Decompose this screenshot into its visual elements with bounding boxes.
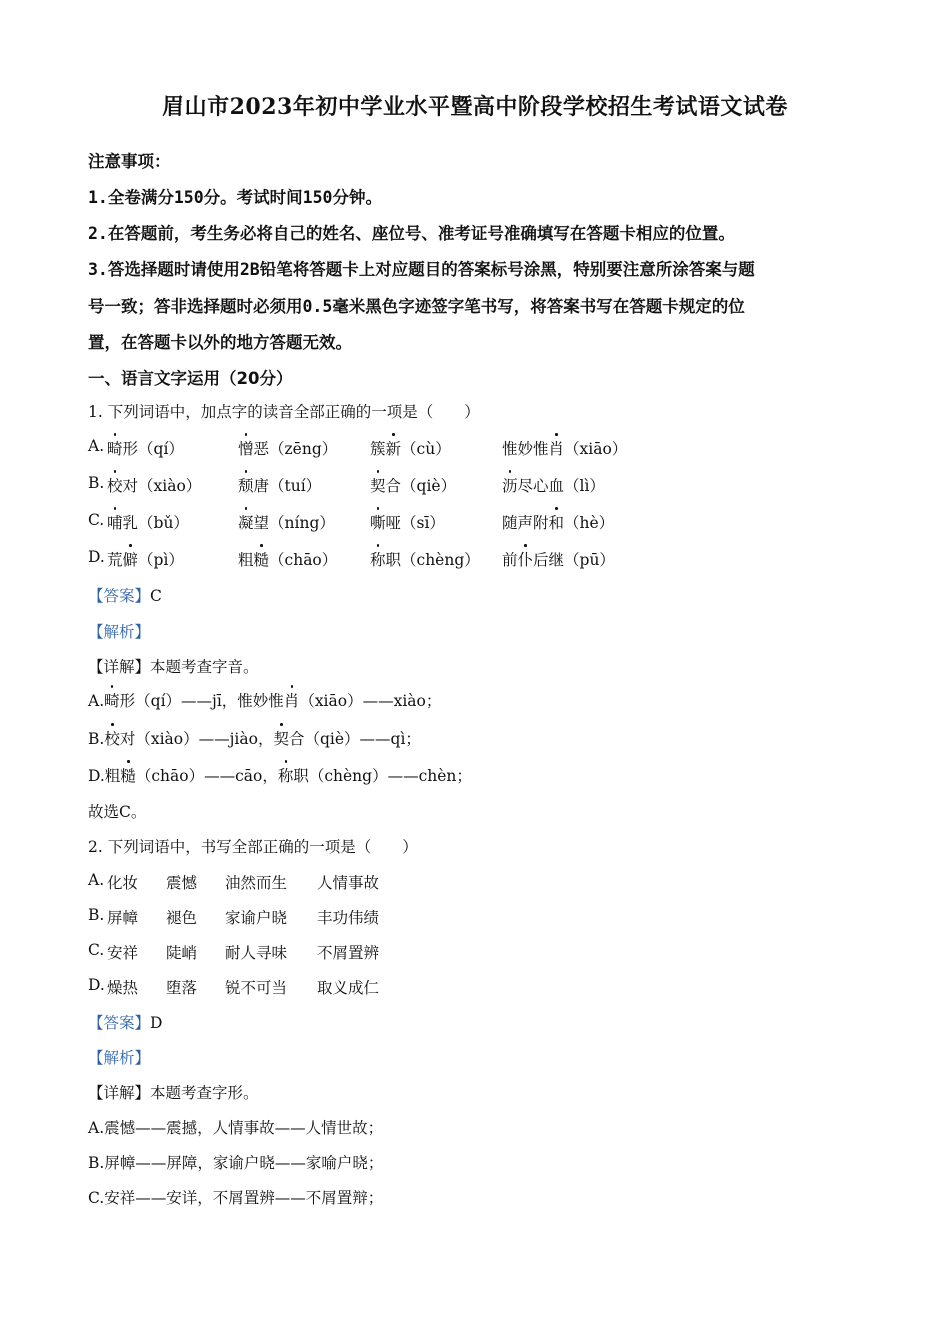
option-letter: C. — [88, 511, 105, 529]
section-heading: 一、语言文字运用（20分） — [88, 369, 293, 388]
option-word: 契合（qiè） — [370, 474, 456, 496]
option-word: 人情事故 — [317, 874, 380, 892]
option-word: 陡峭 — [166, 944, 198, 962]
question-1-answer — [88, 584, 162, 606]
detail-text: 本题考查字音。 — [150, 658, 259, 676]
notice-item-2: 2.在答题前，考生务必将自己的姓名、座位号、准考证号准确填写在答题卡相应的位置。 — [88, 224, 735, 243]
notice-item-3-line-1: 3.答选择题时请使用2B铅笔将答题卡上对应题目的答案标号涂黑，特别要注意所涂答案与题 — [88, 260, 755, 279]
option-word: 家谕户晓 — [225, 909, 288, 927]
option-letter: B. — [88, 474, 105, 492]
option-letter: A. — [88, 437, 105, 455]
option-word: 沥尽心血（lì） — [502, 474, 605, 496]
option-word: 燥热 — [107, 979, 139, 997]
option-word: 荒僻（pì） — [107, 548, 184, 570]
option-letter: B. — [88, 906, 105, 924]
page-title: 眉山市2023年初中学业水平暨高中阶段学校招生考试语文试卷 — [162, 94, 788, 120]
option-word: 油然而生 — [225, 874, 288, 892]
detail-label: 【详解】 — [88, 658, 151, 676]
question-1-stem: 1. 下列词语中，加点字的读音全部正确的一项是（ ） — [88, 403, 480, 421]
option-letter: A. — [88, 871, 105, 889]
option-word: 化妆 — [107, 874, 139, 892]
option-word: 丰功伟绩 — [317, 909, 380, 927]
question-2-detail-line-a: A.震憾——震撼，人情事故——人情世故； — [88, 1119, 384, 1137]
question-2-analysis-label: 【解析】 — [88, 1049, 151, 1067]
option-word: 惟妙惟肖（xiāo） — [502, 437, 627, 459]
question-1-detail — [88, 655, 259, 677]
answer-label: 【答案】 — [88, 1014, 151, 1032]
option-letter: C. — [88, 941, 105, 959]
option-word: 称职（chèng） — [370, 548, 480, 570]
detail-text: 本题考查字形。 — [150, 1084, 259, 1102]
option-word: 堕落 — [166, 979, 198, 997]
question-1-detail-line-b: B.校对（xiào）——jiào，契合（qiè）——qì； — [88, 727, 421, 749]
option-word: 随声附和（hè） — [502, 511, 614, 533]
question-2-detail-line-c: C.安祥——安详，不屑置辨——不屑置辩； — [88, 1189, 384, 1207]
option-word: 屏幛 — [107, 909, 139, 927]
question-2-answer — [88, 1011, 162, 1033]
option-word: 取义成仁 — [317, 979, 380, 997]
answer-value: C — [150, 587, 162, 605]
notice-item-3-line-3: 置，在答题卡以外的地方答题无效。 — [88, 333, 352, 352]
option-word: 嘶哑（sī） — [370, 511, 445, 533]
notice-item-1: 1.全卷满分150分。考试时间150分钟。 — [88, 188, 382, 207]
option-word: 不屑置辨 — [317, 944, 380, 962]
question-2-detail-line-b: B.屏幛——屏障，家谕户晓——家喻户晓； — [88, 1154, 384, 1172]
option-word: 校对（xiào） — [107, 474, 201, 496]
answer-value: D — [150, 1014, 163, 1032]
detail-label: 【详解】 — [88, 1084, 151, 1102]
option-letter: D. — [88, 976, 105, 994]
option-word: 前仆后继（pū） — [502, 548, 615, 570]
option-word: 安祥 — [107, 944, 139, 962]
option-word: 哺乳（bǔ） — [107, 511, 189, 533]
option-word: 震憾 — [166, 874, 198, 892]
question-1-conclusion: 故选C。 — [88, 803, 147, 821]
notice-heading: 注意事项： — [88, 152, 171, 171]
option-word: 颓唐（tuí） — [238, 474, 321, 496]
notice-item-3-line-2: 号一致；答非选择题时必须用0.5毫米黑色字迹签字笔书写，将答案书写在答题卡规定的位 — [88, 297, 745, 316]
question-2-stem: 2. 下列词语中，书写全部正确的一项是（ ） — [88, 838, 418, 856]
option-word: 畸形（qí） — [107, 437, 184, 459]
option-word: 憎恶（zēng） — [238, 437, 337, 459]
question-1-detail-line-d: D.粗糙（chāo）——cāo，称职（chèng）——chèn； — [88, 764, 472, 786]
option-word: 耐人寻味 — [225, 944, 288, 962]
question-1-analysis-label: 【解析】 — [88, 623, 151, 641]
option-word: 褪色 — [166, 909, 198, 927]
option-word: 粗糙（chāo） — [238, 548, 337, 570]
option-word: 簇新（cù） — [370, 437, 451, 459]
option-letter: D. — [88, 548, 105, 566]
question-2-detail — [88, 1081, 259, 1103]
option-word: 凝望（níng） — [238, 511, 335, 533]
question-1-detail-line-a: A.畸形（qí）——jī，惟妙惟肖（xiāo）——xiào； — [88, 689, 441, 711]
answer-label: 【答案】 — [88, 587, 151, 605]
option-word: 锐不可当 — [225, 979, 288, 997]
